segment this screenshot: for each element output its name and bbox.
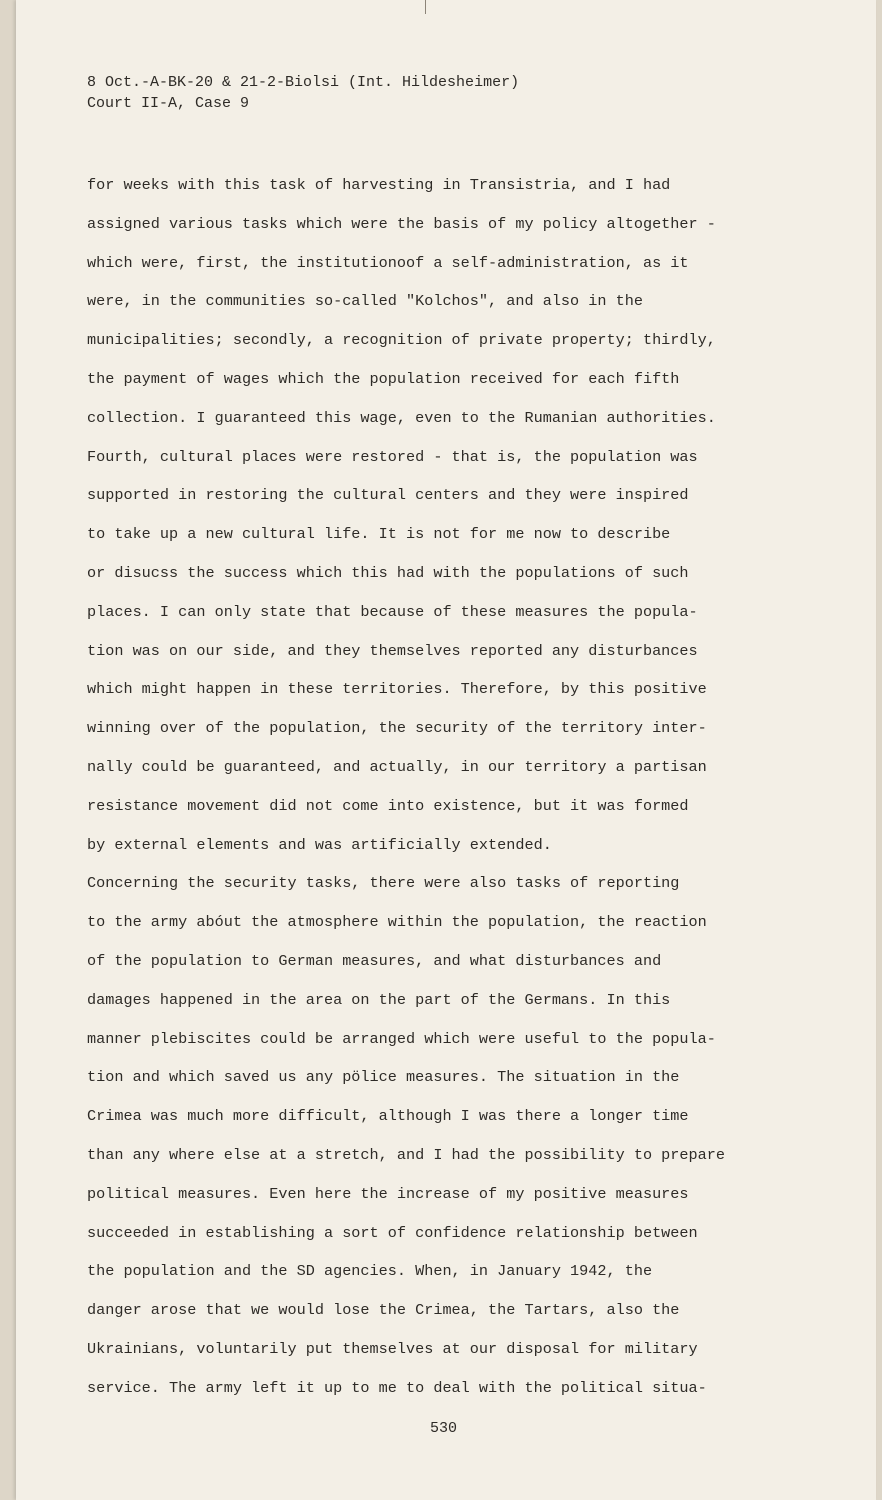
body-line: for weeks with this task of harvesting in Transistria, and I had [87,176,671,194]
body-line: damages happened in the area on the part of the Germans. In this [87,990,671,1009]
body-line: than any where else at a stretch, and I had the possibility to prepare [87,1145,725,1164]
page-crease-mark [425,0,426,14]
body-line: Concerning the security tasks, there were also tasks of reporting [87,874,680,893]
body-line: tion was on our side, and they themselves reported any disturbances [87,641,698,660]
body-line: places. I can only state that because of these measures the popula- [87,602,698,621]
body-line: service. The army left it up to me to deal with the political situa- [87,1378,707,1397]
body-line: the population and the SD agencies. When, in January 1942, the [87,1262,653,1281]
body-line: by external elements and was artificially extended. [87,835,552,854]
body-line: to the army abóut the atmosphere within the population, the reaction [87,913,707,932]
body-line: or disucss the success which this had with the populations of such [87,563,689,582]
body-line: the payment of wages which the population received for each fifth [87,369,680,388]
body-line: tion and which saved us any pölice measures. The situation in the [87,1068,680,1087]
body-line: which might happen in these territories. Therefore, by this positive [87,680,707,699]
body-line: winning over of the population, the security of the territory inter- [87,719,707,738]
body-line: collection. I guaranteed this wage, even to the Rumanian authorities. [87,408,716,427]
body-line: which were, first, the institutionoof a self-administration, as it [87,253,689,272]
body-line: nally could be guaranteed, and actually, in our territory a partisan [87,757,707,776]
body-line: manner plebiscites could be arranged which were useful to the popula- [87,1029,716,1048]
body-line: assigned various tasks which were the basis of my policy altogether - [87,214,716,233]
body-line: of the population to German measures, and what disturbances and [87,951,662,970]
body-line: danger arose that we would lose the Crimea, the Tartars, also the [87,1301,680,1320]
body-line: resistance movement did not come into existence, but it was formed [87,796,689,815]
header-reference-line: 8 Oct.-A-BK-20 & 21-2-Biolsi (Int. Hildesheimer) [87,74,520,91]
body-line: were, in the communities so-called "Kolchos", and also in the [87,292,643,311]
page-number: 530 [430,1420,458,1437]
body-line: municipalities; secondly, a recognition of private property; thirdly, [87,331,716,350]
document-body [87,166,725,1408]
document-header [87,72,519,114]
body-line: Ukrainians, voluntarily put themselves at our disposal for military [87,1339,698,1358]
body-line: political measures. Even here the increase of my positive measures [87,1184,689,1203]
body-line: Fourth, cultural places were restored - that is, the population was [87,447,698,466]
body-line: succeeded in establishing a sort of confidence relationship between [87,1223,698,1242]
body-line: Crimea was much more difficult, although I was there a longer time [87,1107,689,1126]
body-line: supported in restoring the cultural centers and they were inspired [87,486,689,505]
body-line: to take up a new cultural life. It is not for me now to describe [87,525,671,544]
header-court-line: Court II-A, Case 9 [87,95,250,112]
